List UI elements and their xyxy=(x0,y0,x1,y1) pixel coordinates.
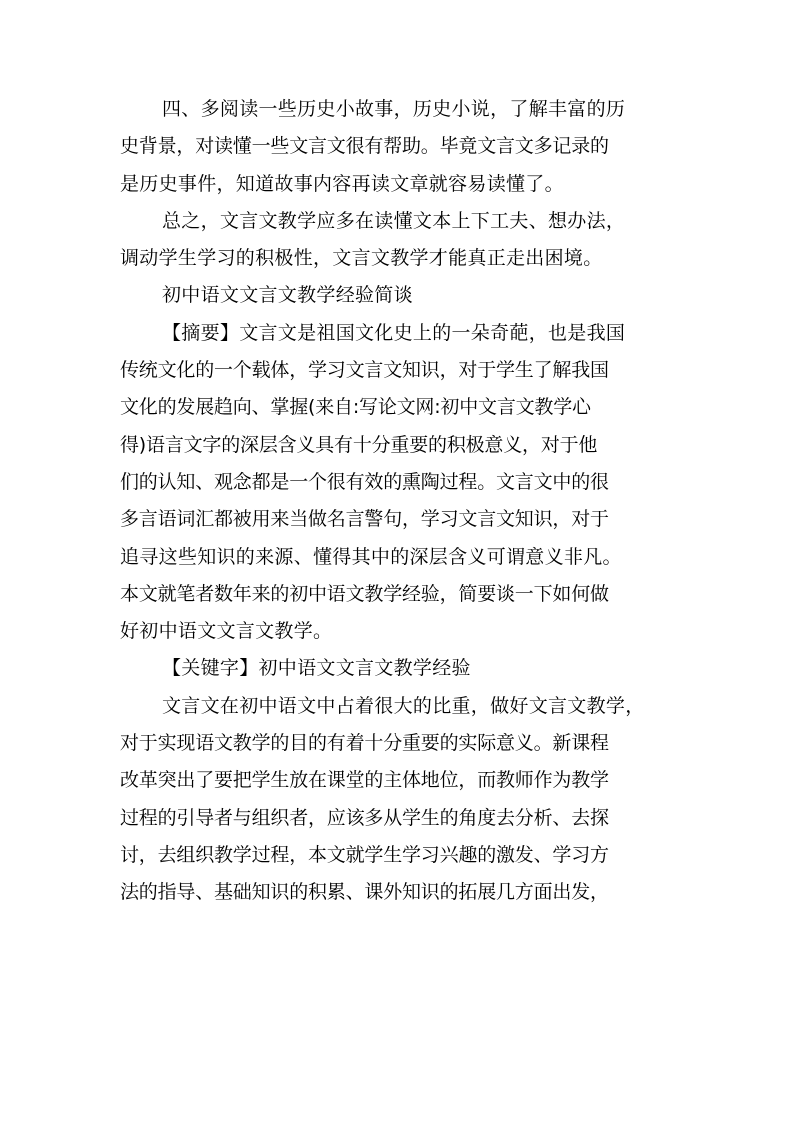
abstract-line: 追寻这些知识的来源、懂得其中的深层含义可谓意义非凡。 xyxy=(120,545,622,568)
keywords-line: 【关键字】初中语文文言文教学经验 xyxy=(162,657,471,680)
abstract-line: 们的认知、观念都是一个很有效的熏陶过程。文言文中的很 xyxy=(120,470,609,493)
abstract-line: 好初中语文文言文教学。 xyxy=(120,620,333,643)
section-heading: 初中语文文言文教学经验简谈 xyxy=(162,284,413,307)
paragraph-line: 改革突出了要把学生放在课堂的主体地位，而教师作为教学 xyxy=(120,769,609,792)
paragraph-line: 对于实现语文教学的目的有着十分重要的实际意义。新课程 xyxy=(120,732,609,755)
abstract-line: 本文就笔者数年来的初中语文教学经验，简要谈一下如何做 xyxy=(120,582,609,605)
paragraph-line: 过程的引导者与组织者，应该多从学生的角度去分析、去探 xyxy=(120,806,609,829)
abstract-line: 得)语言文字的深层含义具有十分重要的积极意义，对于他 xyxy=(120,433,598,456)
paragraph-line: 四、多阅读一些历史小故事，历史小说，了解丰富的历 xyxy=(162,98,626,120)
paragraph-line: 法的指导、基础知识的积累、课外知识的拓展几方面出发， xyxy=(120,881,609,904)
abstract-line: 多言语词汇都被用来当做名言警句，学习文言文知识，对于 xyxy=(120,508,609,531)
body-text xyxy=(120,91,695,912)
paragraph-line: 是历史事件，知道故事内容再读文章就容易读懂了。 xyxy=(120,172,564,195)
paragraph-line: 文言文在初中语文中占着很大的比重，做好文言文教学， xyxy=(162,694,645,717)
paragraph-line: 讨，去组织教学过程，本文就学生学习兴趣的激发、学习方 xyxy=(120,843,609,866)
paragraph-line: 史背景，对读懂一些文言文很有帮助。毕竟文言文多记录的 xyxy=(120,135,609,158)
paragraph-line: 总之，文言文教学应多在读懂文本上下工夫、想办法， xyxy=(162,209,626,232)
abstract-line: 传统文化的一个载体，学习文言文知识，对于学生了解我国 xyxy=(120,359,609,382)
paragraph-line: 调动学生学习的积极性，文言文教学才能真正走出困境。 xyxy=(120,247,603,270)
abstract-line: 文化的发展趋向、掌握(来自:写论文网:初中文言文教学心 xyxy=(120,396,591,419)
abstract-line: 【摘要】文言文是祖国文化史上的一朵奇葩，也是我国 xyxy=(162,321,626,344)
